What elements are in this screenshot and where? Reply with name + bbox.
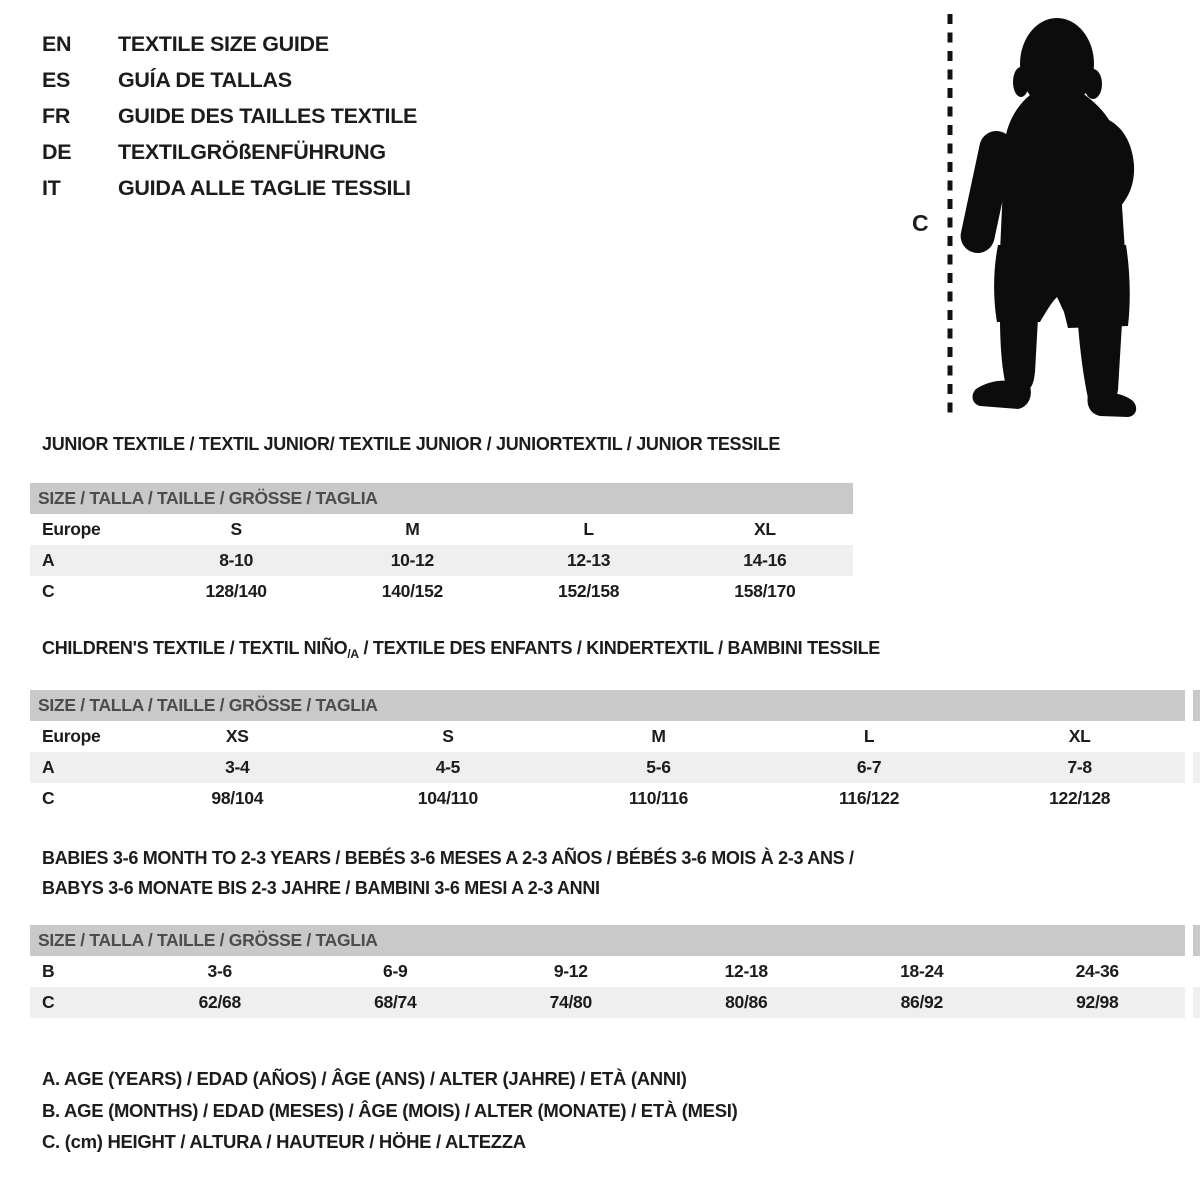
row-label: C xyxy=(42,788,55,808)
table-cell: 140/152 xyxy=(381,581,443,601)
height-measure-label: C xyxy=(912,210,929,236)
row-label: B xyxy=(42,961,55,981)
table-cell: 152/158 xyxy=(558,581,620,601)
language-code: ES xyxy=(42,68,71,92)
row-label: A xyxy=(42,757,55,777)
language-title: TEXTILE SIZE GUIDE xyxy=(118,32,329,56)
size-header-bar: SIZE / TALLA / TAILLE / GRÖSSE / TAGLIA xyxy=(30,925,1185,956)
table-row-age xyxy=(30,545,853,576)
language-title: GUIDA ALLE TAGLIE TESSILI xyxy=(118,176,411,200)
toddler-silhouette-icon xyxy=(900,0,1200,430)
table-cell: 6-9 xyxy=(383,961,408,981)
language-code: EN xyxy=(42,32,72,56)
language-row xyxy=(42,98,417,134)
babies-title-line1: BABIES 3-6 MONTH TO 2-3 YEARS / BEBÉS 3-6 MESES A 2-3 AÑOS / BÉBÉS 3-6 MOIS À 2-3 ANS / xyxy=(42,848,854,868)
table-cell: 5-6 xyxy=(646,757,671,777)
language-title: GUIDE DES TAILLES TEXTILE xyxy=(118,104,418,128)
row-label: C xyxy=(42,992,55,1012)
children-title-text: / TEXTILE DES ENFANTS / KINDERTEXTIL / BAMBINI TESSILE xyxy=(358,638,880,658)
language-code: FR xyxy=(42,104,71,128)
table-row-height xyxy=(30,576,853,607)
table-cell: 80/86 xyxy=(725,992,768,1012)
babies-section-title xyxy=(42,843,854,903)
legend-line-b: B. AGE (MONTHS) / EDAD (MESES) / ÂGE (MOIS) / ALTER (MONATE) / ETÀ (MESI) xyxy=(42,1099,738,1121)
table-cell: M xyxy=(405,519,420,539)
table-row-europe xyxy=(30,721,1185,752)
table-cell: 110/116 xyxy=(628,788,689,808)
babies-title-line2: BABYS 3-6 MONATE BIS 2-3 JAHRE / BAMBINI 3-6 MESI A 2-3 ANNI xyxy=(42,878,600,898)
table-row-height xyxy=(30,783,1185,814)
table-cell: 8-10 xyxy=(219,550,254,570)
legend-line-c: C. (cm) HEIGHT / ALTURA / HAUTEUR / HÖHE / ALTEZZA xyxy=(42,1131,526,1152)
language-row xyxy=(42,26,417,62)
row-label: Europe xyxy=(42,519,101,539)
table-cell: 18-24 xyxy=(900,961,944,981)
language-code: IT xyxy=(42,176,61,200)
table-cell: 12-13 xyxy=(566,550,611,570)
table-cell: 128/140 xyxy=(205,581,267,601)
table-edge-sliver xyxy=(1193,925,1200,956)
children-title-subscript: /A xyxy=(347,647,359,661)
table-cell: XL xyxy=(1068,726,1091,746)
table-cell: 3-4 xyxy=(225,757,250,777)
children-size-table xyxy=(30,690,1185,814)
table-row-height xyxy=(30,987,1185,1018)
table-cell: 10-12 xyxy=(390,550,434,570)
language-row xyxy=(42,62,417,98)
legend xyxy=(42,1063,737,1158)
language-title: TEXTILGRÖßENFÜHRUNG xyxy=(118,140,386,164)
table-cell: 7-8 xyxy=(1067,757,1092,777)
table-cell: L xyxy=(583,519,594,539)
table-cell: 68/74 xyxy=(374,992,417,1012)
table-cell: XL xyxy=(753,519,776,539)
table-cell: 12-18 xyxy=(724,961,768,981)
table-cell: 74/80 xyxy=(549,992,592,1012)
table-cell: 104/110 xyxy=(417,788,478,808)
table-cell: 158/170 xyxy=(734,581,796,601)
table-cell: S xyxy=(230,519,242,539)
table-cell: 122/128 xyxy=(1049,788,1111,808)
table-cell: S xyxy=(442,726,454,746)
table-cell: 92/98 xyxy=(1076,992,1119,1012)
language-code: DE xyxy=(42,140,72,164)
table-cell: 4-5 xyxy=(435,757,461,777)
legend-line-a: A. AGE (YEARS) / EDAD (AÑOS) / ÂGE (ANS) / ALTER (JAHRE) / ETÀ (ANNI) xyxy=(42,1068,687,1089)
language-row xyxy=(42,134,417,170)
language-row xyxy=(42,170,417,206)
table-edge-sliver xyxy=(1193,690,1200,721)
row-label: Europe xyxy=(42,726,101,746)
table-cell: 62/68 xyxy=(198,992,241,1012)
table-cell: M xyxy=(651,726,666,746)
junior-size-table xyxy=(30,483,853,607)
language-title: GUÍA DE TALLAS xyxy=(118,68,292,92)
table-row-months xyxy=(30,956,1185,987)
junior-section-title: JUNIOR TEXTILE / TEXTIL JUNIOR/ TEXTILE JUNIOR / JUNIORTEXTIL / JUNIOR TESSILE xyxy=(42,434,781,454)
table-cell: 14-16 xyxy=(743,550,787,570)
size-header-bar: SIZE / TALLA / TAILLE / GRÖSSE / TAGLIA xyxy=(30,483,853,514)
table-cell: 24-36 xyxy=(1075,961,1119,981)
children-section-title xyxy=(42,638,880,661)
size-header-bar: SIZE / TALLA / TAILLE / GRÖSSE / TAGLIA xyxy=(30,690,1185,721)
table-cell: 116/122 xyxy=(838,788,900,808)
babies-size-table xyxy=(30,925,1185,1018)
toddler-silhouette xyxy=(957,18,1136,417)
language-title-block xyxy=(42,26,417,206)
table-cell: 86/92 xyxy=(900,992,943,1012)
table-row-europe xyxy=(30,514,853,545)
row-label: C xyxy=(42,581,55,601)
table-cell: 9-12 xyxy=(553,961,588,981)
height-measure-figure xyxy=(900,0,1200,430)
table-edge-sliver xyxy=(1193,987,1200,1018)
row-label: A xyxy=(42,550,55,570)
table-cell: XS xyxy=(225,726,249,746)
children-title-text: CHILDREN'S TEXTILE / TEXTIL NIÑO xyxy=(42,638,348,658)
table-edge-sliver xyxy=(1193,752,1200,783)
table-row-age xyxy=(30,752,1185,783)
table-cell: 3-6 xyxy=(207,961,232,981)
table-cell: L xyxy=(863,726,875,746)
table-cell: 98/104 xyxy=(211,788,264,808)
table-cell: 6-7 xyxy=(856,757,882,777)
